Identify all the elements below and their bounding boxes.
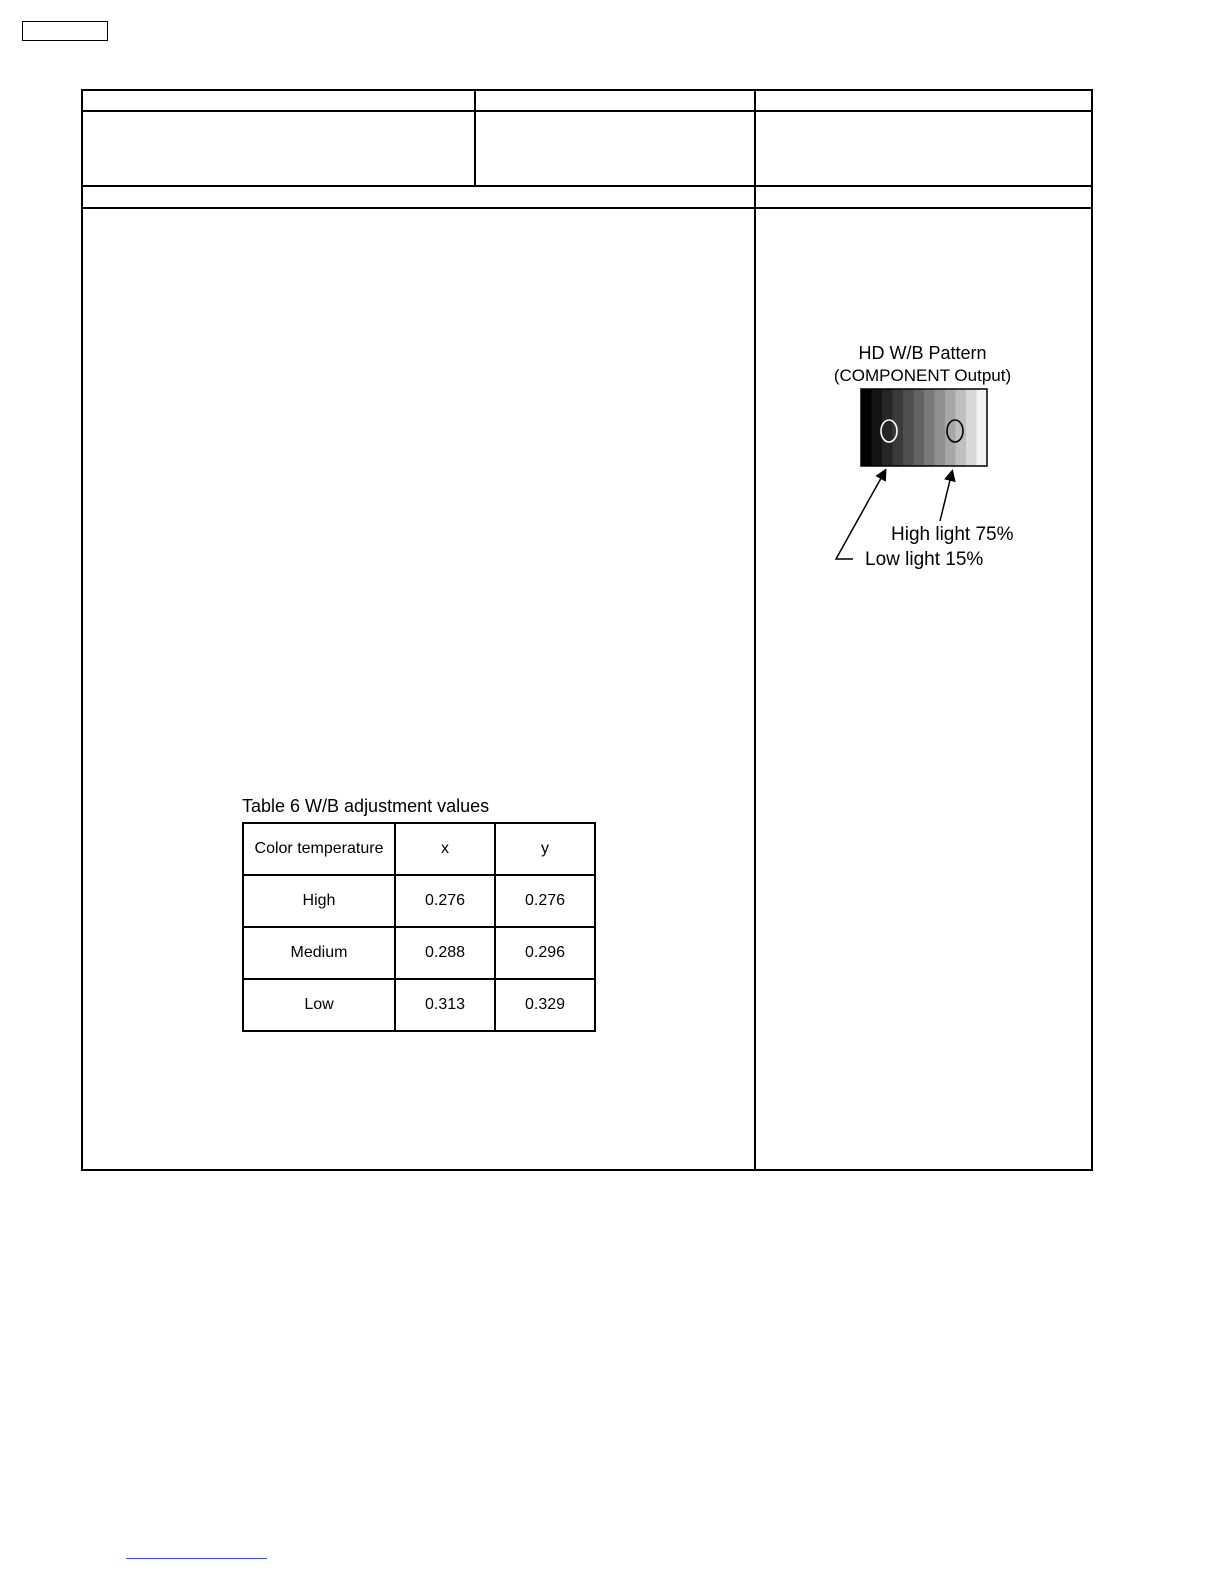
gray-step	[966, 389, 977, 466]
row-label: Medium	[243, 927, 395, 979]
footer-link[interactable]	[126, 1558, 267, 1559]
figure-subtitle: (COMPONENT Output)	[833, 366, 1012, 385]
gray-step	[977, 389, 988, 466]
table-header-row	[243, 823, 595, 875]
x-value: 0.313	[395, 979, 495, 1031]
gray-step	[924, 389, 935, 466]
table-row	[243, 927, 595, 979]
wb-pattern-figure	[820, 335, 1050, 595]
wb-adjustment-table	[242, 822, 596, 1032]
row-label: Low	[243, 979, 395, 1031]
low-light-label: Low light 15%	[865, 549, 984, 570]
y-value: 0.276	[495, 875, 595, 927]
gray-step	[914, 389, 925, 466]
header-label-box	[22, 21, 108, 41]
figure-title: HD W/B Pattern	[858, 343, 987, 363]
header-y: y	[495, 823, 595, 875]
y-value: 0.296	[495, 927, 595, 979]
x-value: 0.288	[395, 927, 495, 979]
row-label: High	[243, 875, 395, 927]
gray-step	[935, 389, 946, 466]
header-color-temperature: Color temperature	[243, 823, 395, 875]
gray-step	[882, 389, 893, 466]
gray-step	[893, 389, 904, 466]
table-row	[243, 875, 595, 927]
high-light-label: High light 75%	[891, 524, 1014, 545]
y-value: 0.329	[495, 979, 595, 1031]
gray-step	[956, 389, 967, 466]
header-x: x	[395, 823, 495, 875]
table-caption: Table 6 W/B adjustment values	[242, 796, 490, 816]
x-value: 0.276	[395, 875, 495, 927]
high-light-pointer	[940, 472, 952, 521]
gray-step	[861, 389, 872, 466]
gray-step	[903, 389, 914, 466]
low-light-pointer	[836, 471, 885, 559]
table-row	[243, 979, 595, 1031]
